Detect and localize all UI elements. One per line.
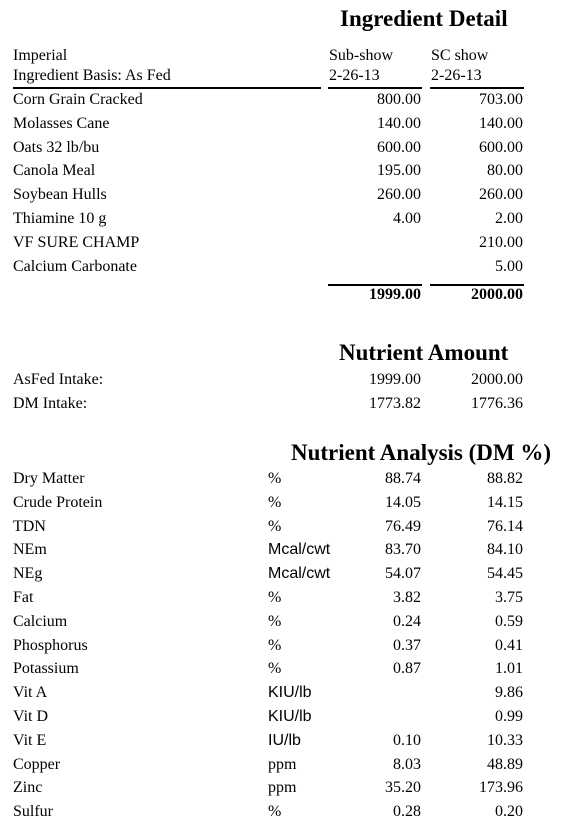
table-row: [0, 637, 581, 661]
table-row: [0, 565, 581, 589]
table-row: [0, 660, 581, 684]
row-label: AsFed Intake:: [13, 371, 104, 388]
table-row: [0, 258, 581, 282]
row-value-col2: 703.00: [479, 91, 523, 108]
row-value-col2: 54.45: [487, 565, 523, 583]
row-value-col2: 173.96: [479, 779, 523, 797]
row-value-col1: 0.87: [393, 660, 421, 678]
table-row: [0, 708, 581, 732]
row-label: Canola Meal: [13, 162, 96, 180]
row-unit: ppm: [268, 779, 297, 797]
row-value-col1: 0.37: [393, 636, 421, 654]
row-label: Phosphorus: [13, 636, 88, 654]
row-label: VF SURE CHAMP: [13, 233, 140, 251]
table-row: [0, 589, 581, 613]
report-name: Imperial: [13, 47, 68, 64]
row-label: Fat: [13, 589, 34, 606]
table-row: [0, 518, 581, 542]
row-value-col2: 1776.36: [471, 395, 523, 412]
row-label: Soybean Hulls: [13, 186, 107, 204]
row-value-col2: 600.00: [479, 138, 523, 156]
row-value-col1: 260.00: [377, 186, 421, 204]
row-value-col2: 140.00: [479, 114, 523, 132]
table-row: [0, 541, 581, 565]
total-col1: 1999.00: [369, 286, 421, 303]
row-label: Vit E: [13, 731, 47, 749]
row-label: TDN: [13, 517, 46, 535]
row-value-col2: 88.82: [487, 470, 523, 487]
table-row: [0, 91, 581, 115]
row-label: Thiamine 10 g: [13, 210, 107, 227]
row-value-col1: 83.70: [385, 541, 421, 559]
row-value-col2: 14.15: [487, 493, 523, 511]
col2-header-date: 2-26-13: [431, 67, 482, 84]
row-unit: %: [268, 636, 282, 654]
header-rule-left: [13, 87, 321, 89]
col1-header-date: 2-26-13: [329, 67, 380, 84]
nutrient-amount-title: Nutrient Amount: [339, 340, 509, 365]
row-value-col2: 84.10: [487, 541, 523, 559]
row-value-col1: 800.00: [377, 91, 421, 108]
row-label: Crude Protein: [13, 493, 103, 511]
row-label: Molasses Cane: [13, 114, 110, 132]
row-unit: KIU/lb: [268, 708, 312, 725]
row-unit: KIU/lb: [268, 684, 312, 702]
row-unit: %: [268, 612, 282, 630]
row-value-col1: 88.74: [385, 470, 421, 487]
row-value-col1: 0.24: [393, 612, 421, 630]
row-label: Copper: [13, 755, 61, 773]
row-label: Sulfur: [13, 803, 53, 821]
row-value-col2: 0.41: [495, 636, 523, 654]
row-value-col2: 2.00: [495, 210, 523, 227]
row-value-col1: 0.28: [393, 803, 421, 821]
ingredient-detail-title: Ingredient Detail: [340, 6, 508, 31]
table-row: [0, 756, 581, 780]
row-label: Oats 32 lb/bu: [13, 138, 100, 156]
row-label: Vit A: [13, 684, 48, 702]
table-row: [0, 210, 581, 234]
table-row: [0, 779, 581, 803]
row-value-col1: 0.10: [393, 731, 421, 749]
row-unit: %: [268, 470, 282, 487]
row-value-col1: 35.20: [385, 779, 421, 797]
table-row: [0, 186, 581, 210]
row-value-col1: 1773.82: [369, 395, 421, 412]
row-label: Dry Matter: [13, 470, 85, 487]
row-unit: Mcal/cwt: [268, 541, 331, 559]
row-value-col1: 76.49: [385, 517, 421, 535]
table-row: [0, 234, 581, 258]
ingredient-total-row: [0, 286, 581, 310]
total-col2: 2000.00: [471, 286, 523, 303]
row-label: Calcium Carbonate: [13, 257, 137, 275]
table-row: [0, 613, 581, 637]
row-unit: Mcal/cwt: [268, 565, 331, 583]
nutrient-analysis-title: Nutrient Analysis (DM %): [291, 440, 552, 465]
row-value-col1: 140.00: [377, 114, 421, 132]
row-value-col1: 3.82: [393, 589, 421, 606]
row-value-col2: 0.59: [495, 612, 523, 630]
col2-header-name: SC show: [431, 47, 489, 64]
row-label: DM Intake:: [13, 395, 88, 412]
row-unit: ppm: [268, 755, 297, 773]
row-value-col2: 80.00: [487, 162, 523, 180]
row-value-col2: 260.00: [479, 186, 523, 204]
table-row: [0, 732, 581, 756]
row-value-col2: 0.99: [495, 708, 523, 725]
row-unit: IU/lb: [268, 731, 301, 749]
row-value-col2: 3.75: [495, 589, 523, 606]
row-unit: %: [268, 803, 282, 821]
row-label: Vit D: [13, 708, 49, 725]
col1-header-name: Sub-show: [329, 47, 394, 64]
table-row: [0, 684, 581, 708]
table-row: [0, 395, 581, 419]
row-unit: %: [268, 589, 282, 606]
table-row: [0, 139, 581, 163]
row-value-col2: 10.33: [487, 731, 523, 749]
table-row: [0, 494, 581, 518]
row-value-col1: 4.00: [393, 210, 421, 227]
row-unit: %: [268, 660, 282, 678]
row-value-col1: 600.00: [377, 138, 421, 156]
row-label: Calcium: [13, 612, 68, 630]
row-label: Potassium: [13, 660, 79, 678]
row-value-col1: 54.07: [385, 565, 421, 583]
row-value-col1: 14.05: [385, 493, 421, 511]
row-value-col2: 1.01: [495, 660, 523, 678]
table-row: [0, 470, 581, 494]
row-unit: %: [268, 517, 282, 535]
row-value-col2: 210.00: [479, 233, 523, 251]
row-value-col2: 0.20: [495, 803, 523, 821]
row-unit: %: [268, 493, 282, 511]
row-label: Zinc: [13, 779, 43, 797]
row-value-col1: 1999.00: [369, 371, 421, 388]
table-row: [0, 371, 581, 395]
row-value-col1: 195.00: [377, 162, 421, 180]
table-row: [0, 115, 581, 139]
row-label: Corn Grain Cracked: [13, 91, 143, 108]
table-row: [0, 803, 581, 827]
row-value-col1: 8.03: [393, 755, 421, 773]
row-label: NEm: [13, 541, 47, 559]
header-rule-col1: [328, 87, 422, 89]
row-value-col2: 48.89: [487, 755, 523, 773]
table-row: [0, 162, 581, 186]
row-value-col2: 5.00: [495, 257, 523, 275]
row-value-col2: 2000.00: [471, 371, 523, 388]
row-label: NEg: [13, 565, 43, 583]
row-value-col2: 76.14: [487, 517, 523, 535]
ingredient-basis-label: Ingredient Basis: As Fed: [13, 67, 171, 84]
row-value-col2: 9.86: [495, 684, 523, 702]
header-rule-col2: [430, 87, 524, 89]
